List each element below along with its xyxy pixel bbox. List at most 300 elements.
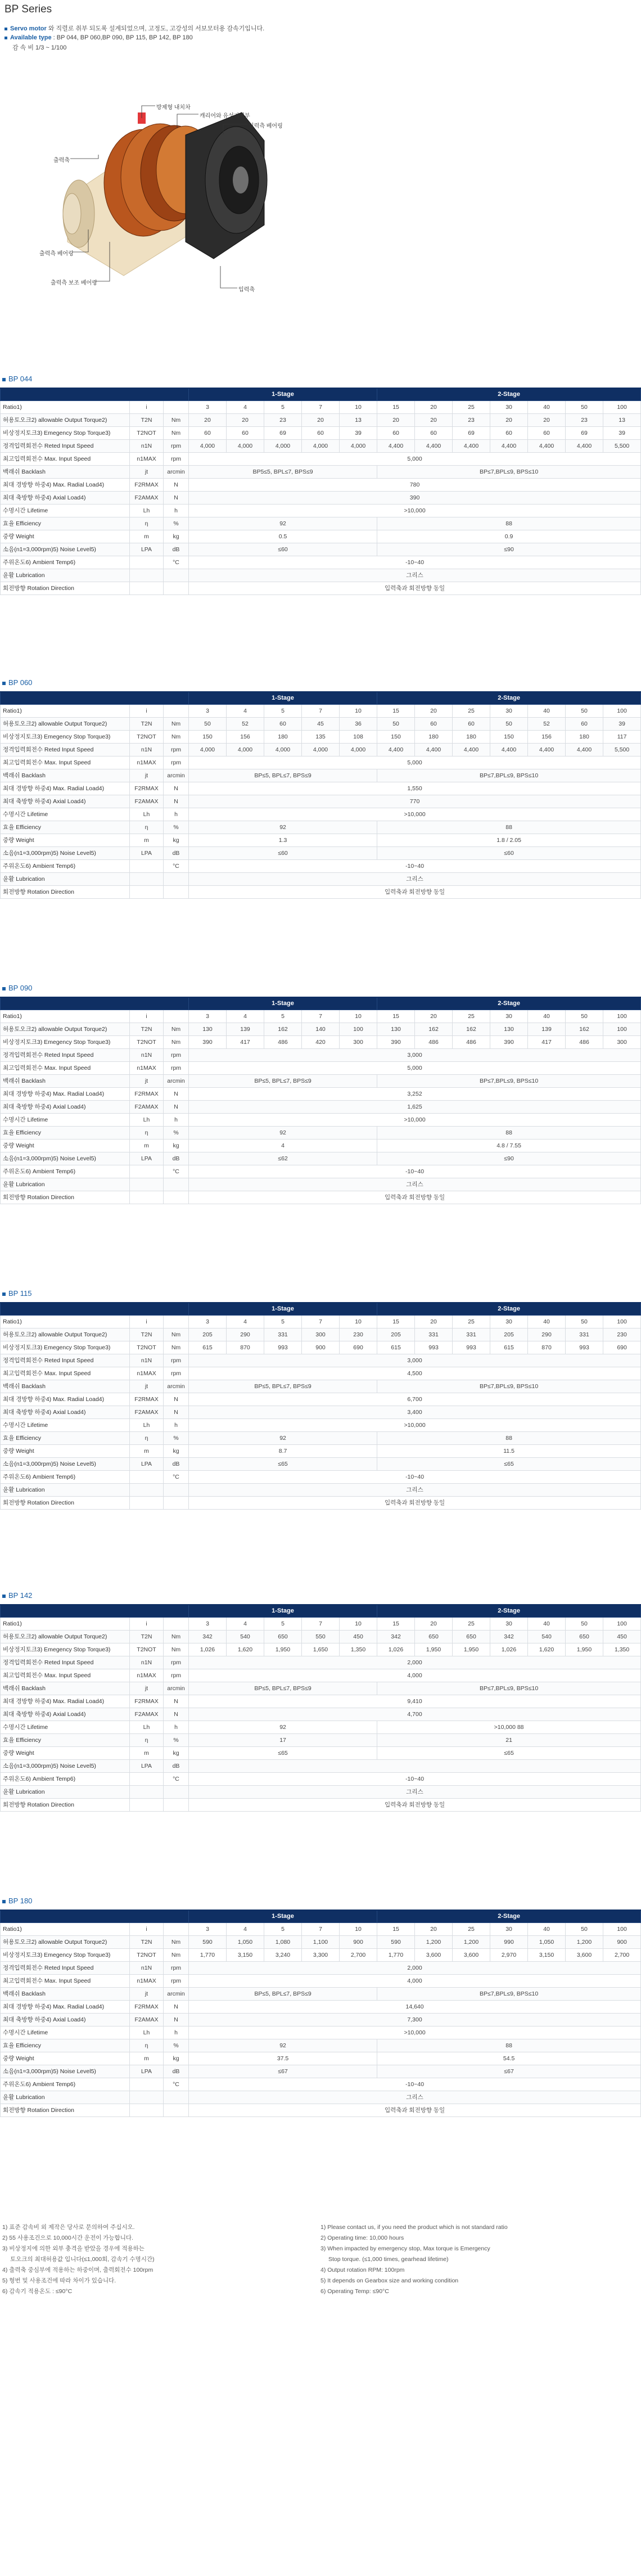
table-cell: 3,240	[264, 1948, 302, 1961]
header-blank	[1, 997, 189, 1010]
row-symbol: n1N	[130, 1354, 164, 1367]
footnote: 2) Operating time: 10,000 hours	[320, 2235, 404, 2241]
spec-sections	[0, 374, 641, 2217]
table-row	[1, 1126, 641, 1139]
table-cell-span: -10~40	[189, 1772, 641, 1785]
table-cell: 1,950	[453, 1643, 490, 1656]
table-cell-span: 3,000	[189, 1354, 641, 1367]
row-unit	[164, 704, 189, 717]
table-cell: 331	[453, 1328, 490, 1341]
row-unit: %	[164, 1126, 189, 1139]
table-cell: 2,970	[490, 1948, 528, 1961]
row-label: Ratio1)	[1, 1315, 130, 1328]
table-cell: 20	[415, 413, 453, 426]
table-cell-stage2: >10,000 88	[377, 1721, 641, 1733]
row-symbol: n1N	[130, 1961, 164, 1974]
table-row	[1, 1948, 641, 1961]
row-symbol	[130, 1496, 164, 1509]
table-row	[1, 2039, 641, 2052]
row-unit	[164, 569, 189, 582]
table-cell: 23	[566, 413, 603, 426]
row-symbol: m	[130, 834, 164, 846]
table-cell-span: -10~40	[189, 1470, 641, 1483]
table-cell: 300	[302, 1328, 340, 1341]
row-label: 수명시간 Lifetime	[1, 1418, 130, 1431]
row-unit: dB	[164, 543, 189, 556]
section-title	[2, 1591, 641, 1601]
row-unit: N	[164, 1393, 189, 1406]
row-symbol: F2AMAX	[130, 491, 164, 504]
table-cell: 100	[603, 1922, 641, 1935]
spec-section	[0, 1591, 641, 1896]
table-cell: 300	[603, 1035, 641, 1048]
table-cell: 15	[377, 1315, 415, 1328]
row-unit: °C	[164, 1165, 189, 1178]
table-cell: 3,300	[302, 1948, 340, 1961]
table-cell: 30	[490, 704, 528, 717]
footnote: 1) 표준 감속비 외 제작은 당사로 문의하여 주십시오.	[2, 2224, 135, 2231]
table-cell-stage2: 88	[377, 517, 641, 530]
header-stage1: 1-Stage	[189, 997, 377, 1010]
row-unit: Nm	[164, 1328, 189, 1341]
table-cell: 3,150	[227, 1948, 264, 1961]
footnote: 6) Operating Temp: ≤90°C	[320, 2288, 389, 2295]
table-cell: 7	[302, 400, 340, 413]
table-cell: 50	[490, 717, 528, 730]
table-cell-span: 9,410	[189, 1695, 641, 1708]
table-row	[1, 2104, 641, 2116]
table-cell-stage1: 92	[189, 1126, 377, 1139]
table-cell-stage1: 17	[189, 1733, 377, 1746]
table-cell: 39	[603, 717, 641, 730]
table-cell: 1,950	[566, 1643, 603, 1656]
table-cell: 10	[340, 1315, 377, 1328]
table-cell: 130	[189, 1023, 227, 1035]
row-label: 허용토오크2) allowable Output Torque2)	[1, 717, 130, 730]
table-row	[1, 1165, 641, 1178]
table-cell: 25	[453, 1617, 490, 1630]
table-cell: 7	[302, 704, 340, 717]
table-cell: 342	[189, 1630, 227, 1643]
table-cell: 20	[189, 413, 227, 426]
bullet-icon	[2, 682, 6, 685]
table-cell: 4,000	[302, 743, 340, 756]
table-cell: 25	[453, 1010, 490, 1023]
footnote: 토오크의 최대허용값 입니다(≤1,000회, 감속기 수명시간)	[10, 2256, 155, 2263]
table-cell: 205	[490, 1328, 528, 1341]
table-cell: 4	[227, 1922, 264, 1935]
spec-table	[0, 388, 641, 595]
table-cell: 1,350	[340, 1643, 377, 1656]
row-unit: kg	[164, 530, 189, 543]
intro-type	[4, 34, 637, 41]
table-row	[1, 2013, 641, 2026]
table-cell: 486	[415, 1035, 453, 1048]
spec-section	[0, 374, 641, 678]
header-stage1: 1-Stage	[189, 1605, 377, 1617]
row-unit: rpm	[164, 452, 189, 465]
table-cell: 1,050	[227, 1935, 264, 1948]
row-label: 주위온도6) Ambient Temp6)	[1, 556, 130, 569]
table-row	[1, 1759, 641, 1772]
table-cell: 3,150	[528, 1948, 566, 1961]
row-unit: dB	[164, 846, 189, 859]
table-cell-stage1: 1.3	[189, 834, 377, 846]
table-cell: 3,600	[415, 1948, 453, 1961]
row-unit: kg	[164, 1139, 189, 1152]
table-cell: 13	[603, 413, 641, 426]
row-unit: arcmin	[164, 1074, 189, 1087]
table-cell: 60	[227, 426, 264, 439]
row-symbol: n1MAX	[130, 1367, 164, 1380]
table-cell: 550	[302, 1630, 340, 1643]
row-label: Ratio1)	[1, 1010, 130, 1023]
table-row	[1, 491, 641, 504]
spec-section	[0, 1896, 641, 2217]
row-label: 백래쉬 Backlash	[1, 1074, 130, 1087]
table-cell: 1,770	[377, 1948, 415, 1961]
row-label: 효율 Efficiency	[1, 2039, 130, 2052]
header-stage1: 1-Stage	[189, 692, 377, 704]
table-cell: 40	[528, 400, 566, 413]
section-title	[2, 1896, 641, 1906]
row-label: 비상정지토크3) Emegency Stop Torque3)	[1, 730, 130, 743]
table-cell: 1,770	[189, 1948, 227, 1961]
table-row	[1, 717, 641, 730]
row-unit: kg	[164, 1444, 189, 1457]
table-cell: 30	[490, 1315, 528, 1328]
row-symbol: T2NOT	[130, 1643, 164, 1656]
row-symbol: Lh	[130, 504, 164, 517]
row-unit	[164, 1496, 189, 1509]
row-label: 비상정지토크3) Emegency Stop Torque3)	[1, 1948, 130, 1961]
table-cell: 139	[227, 1023, 264, 1035]
table-cell-stage2: ≤90	[377, 1152, 641, 1165]
table-cell: 50	[566, 1617, 603, 1630]
table-cell: 140	[302, 1023, 340, 1035]
section-title-text: BP 115	[8, 1289, 32, 1298]
row-unit: Nm	[164, 717, 189, 730]
table-row	[1, 1733, 641, 1746]
table-cell: 417	[528, 1035, 566, 1048]
row-label: 수명시간 Lifetime	[1, 2026, 130, 2039]
table-row	[1, 1048, 641, 1061]
bullet-icon	[4, 28, 7, 30]
table-cell-span: 4,500	[189, 1367, 641, 1380]
row-unit: rpm	[164, 1656, 189, 1669]
table-row	[1, 1341, 641, 1354]
black-housing-icon	[186, 112, 267, 259]
row-symbol: n1N	[130, 439, 164, 452]
table-cell-stage2: ≤60	[377, 846, 641, 859]
row-unit: dB	[164, 1457, 189, 1470]
table-cell-span: -10~40	[189, 859, 641, 872]
table-cell-stage1: 37.5	[189, 2052, 377, 2065]
row-symbol: η	[130, 1431, 164, 1444]
header-stage1: 1-Stage	[189, 1303, 377, 1315]
table-cell: 900	[302, 1341, 340, 1354]
row-symbol: n1MAX	[130, 452, 164, 465]
table-cell: 1,620	[528, 1643, 566, 1656]
table-cell: 100	[603, 1617, 641, 1630]
table-cell-stage2: 1.8 / 2.05	[377, 834, 641, 846]
row-unit: °C	[164, 1470, 189, 1483]
table-cell: 4	[227, 1617, 264, 1630]
bullet-icon	[2, 378, 6, 381]
table-cell: 23	[264, 413, 302, 426]
row-label: 최고입력회전수 Max. Input Speed	[1, 1669, 130, 1682]
gearbox-diagram	[0, 73, 641, 374]
table-cell: 25	[453, 400, 490, 413]
row-symbol	[130, 885, 164, 898]
table-cell: 4	[227, 1315, 264, 1328]
row-unit	[164, 1483, 189, 1496]
footnote: 6) 감속기 적용온도 : ≤90°C	[2, 2288, 73, 2295]
table-cell-span: 입력축과 회전방향 동일	[189, 885, 641, 898]
row-symbol: η	[130, 517, 164, 530]
bullet-icon	[2, 987, 6, 990]
table-cell-stage2: BP≤7,BPL≤9, BPS≤10	[377, 1074, 641, 1087]
table-cell-span: 그리스	[189, 2091, 641, 2104]
section-title	[2, 678, 641, 688]
footnote: 3) 비상정지에 의한 외부 충격을 받았을 경우에 적용하는	[2, 2245, 145, 2252]
table-cell: 230	[340, 1328, 377, 1341]
row-label: 윤활 Lubrication	[1, 1785, 130, 1798]
table-cell-stage2: ≤67	[377, 2065, 641, 2078]
row-unit: h	[164, 504, 189, 517]
section-title-text: BP 142	[8, 1591, 33, 1600]
table-cell: 290	[227, 1328, 264, 1341]
row-symbol	[130, 1483, 164, 1496]
table-cell-span: 입력축과 회전방향 동일	[189, 1798, 641, 1811]
table-row	[1, 1746, 641, 1759]
table-cell-stage1: 92	[189, 821, 377, 834]
table-cell: 23	[453, 413, 490, 426]
footnote: 5) It depends on Gearbox size and working condition	[320, 2277, 459, 2284]
row-symbol: F2AMAX	[130, 795, 164, 808]
table-cell-stage2: 88	[377, 2039, 641, 2052]
table-cell-stage1: ≤60	[189, 846, 377, 859]
table-cell: 100	[603, 400, 641, 413]
table-cell-span: 그리스	[189, 1178, 641, 1191]
row-label: 주위온도6) Ambient Temp6)	[1, 859, 130, 872]
table-cell-stage2: BP≤7,BPL≤9, BPS≤10	[377, 1682, 641, 1695]
table-cell: 615	[490, 1341, 528, 1354]
table-row	[1, 1100, 641, 1113]
table-row	[1, 1152, 641, 1165]
row-unit: N	[164, 1087, 189, 1100]
table-cell: 417	[227, 1035, 264, 1048]
table-cell: 993	[566, 1341, 603, 1354]
row-unit	[164, 1178, 189, 1191]
row-symbol: Lh	[130, 2026, 164, 2039]
header-stage1: 1-Stage	[189, 1910, 377, 1922]
intro-ratio: 감 속 비 1/3 ~ 1/100	[12, 44, 67, 51]
table-row	[1, 1139, 641, 1152]
row-symbol: T2NOT	[130, 1948, 164, 1961]
row-unit: N	[164, 1100, 189, 1113]
row-symbol	[130, 582, 164, 595]
table-cell: 4,400	[528, 743, 566, 756]
table-cell-span: >10,000	[189, 808, 641, 821]
table-cell-span: 그리스	[189, 569, 641, 582]
row-symbol	[130, 1470, 164, 1483]
table-cell: 342	[490, 1630, 528, 1643]
series-title: BP Series	[4, 3, 52, 15]
table-cell-span: 4,700	[189, 1708, 641, 1721]
table-cell: 4,400	[490, 439, 528, 452]
table-row	[1, 2078, 641, 2091]
row-label: 회전방향 Rotation Direction	[1, 2104, 130, 2116]
table-cell: 205	[189, 1328, 227, 1341]
table-row	[1, 2052, 641, 2065]
row-unit: N	[164, 478, 189, 491]
row-label: 허용토오크2) allowable Output Torque2)	[1, 1023, 130, 1035]
row-symbol: Lh	[130, 808, 164, 821]
row-symbol: F2RMAX	[130, 1087, 164, 1100]
row-unit: rpm	[164, 439, 189, 452]
table-cell-span: 입력축과 회전방향 동일	[189, 1191, 641, 1204]
row-symbol	[130, 872, 164, 885]
table-cell: 4,000	[264, 743, 302, 756]
table-cell-span: >10,000	[189, 504, 641, 517]
row-unit: arcmin	[164, 465, 189, 478]
table-cell: 135	[302, 730, 340, 743]
row-symbol: T2NOT	[130, 1035, 164, 1048]
table-cell: 5,500	[603, 743, 641, 756]
row-symbol: T2NOT	[130, 730, 164, 743]
table-cell: 342	[377, 1630, 415, 1643]
header-blank	[1, 692, 189, 704]
table-cell-stage1: 8.7	[189, 1444, 377, 1457]
row-symbol: LPA	[130, 1152, 164, 1165]
table-cell: 40	[528, 1010, 566, 1023]
table-cell: 993	[415, 1341, 453, 1354]
header-blank	[1, 388, 189, 400]
row-symbol: LPA	[130, 1759, 164, 1772]
table-row	[1, 1113, 641, 1126]
row-label: 최대 축방향 하중4) Axial Load4)	[1, 1406, 130, 1418]
table-header-row	[1, 997, 641, 1010]
table-row	[1, 1708, 641, 1721]
table-cell: 1,026	[377, 1643, 415, 1656]
header-blank	[1, 1303, 189, 1315]
bullet-icon	[4, 37, 7, 39]
row-label: 최대 축방향 하중4) Axial Load4)	[1, 1708, 130, 1721]
table-cell-span: -10~40	[189, 2078, 641, 2091]
row-unit: N	[164, 2000, 189, 2013]
row-unit	[164, 885, 189, 898]
row-symbol: LPA	[130, 846, 164, 859]
header-stage1: 1-Stage	[189, 388, 377, 400]
table-cell-stage1: 92	[189, 1721, 377, 1733]
table-cell: 60	[189, 426, 227, 439]
row-label: 백래쉬 Backlash	[1, 1682, 130, 1695]
table-cell: 20	[490, 413, 528, 426]
table-header-row	[1, 1605, 641, 1617]
table-cell: 40	[528, 1922, 566, 1935]
table-cell: 5	[264, 1010, 302, 1023]
table-cell: 45	[302, 717, 340, 730]
table-cell: 180	[566, 730, 603, 743]
row-symbol: n1MAX	[130, 1669, 164, 1682]
table-header-row	[1, 388, 641, 400]
row-label: 최대 경방향 하중4) Max. Radial Load4)	[1, 782, 130, 795]
table-cell: 69	[453, 426, 490, 439]
table-row	[1, 1483, 641, 1496]
row-label: 최대 축방향 하중4) Axial Load4)	[1, 491, 130, 504]
row-symbol: jt	[130, 769, 164, 782]
row-label: 중량 Weight	[1, 1139, 130, 1152]
table-cell: 4,000	[340, 439, 377, 452]
table-cell: 1,200	[415, 1935, 453, 1948]
table-cell-span: 1,625	[189, 1100, 641, 1113]
row-symbol	[130, 1178, 164, 1191]
table-cell: 7	[302, 1010, 340, 1023]
row-symbol: Lh	[130, 1113, 164, 1126]
table-cell-span: -10~40	[189, 1165, 641, 1178]
row-label: 윤활 Lubrication	[1, 569, 130, 582]
row-unit: arcmin	[164, 1987, 189, 2000]
table-cell-stage1: ≤67	[189, 2065, 377, 2078]
table-row	[1, 1315, 641, 1328]
section-title	[2, 374, 641, 384]
row-label: 수명시간 Lifetime	[1, 504, 130, 517]
table-row	[1, 2000, 641, 2013]
table-cell-stage1: BP≤5, BPL≤7, BPS≤9	[189, 1987, 377, 2000]
table-cell: 150	[377, 730, 415, 743]
row-symbol: jt	[130, 465, 164, 478]
row-unit: N	[164, 1406, 189, 1418]
table-cell: 20	[302, 413, 340, 426]
table-cell: 50	[566, 1922, 603, 1935]
row-symbol: i	[130, 1617, 164, 1630]
row-label: 최대 축방향 하중4) Axial Load4)	[1, 795, 130, 808]
table-cell: 1,200	[566, 1935, 603, 1948]
servo-text: 와 직렬로 취부 되도록 설계되었으며, 고정도, 고강성의 서보모터용 감속기입니다.	[48, 25, 265, 32]
table-row	[1, 1695, 641, 1708]
row-label: 수명시간 Lifetime	[1, 808, 130, 821]
table-cell: 50	[566, 1315, 603, 1328]
table-cell-stage1: BP5≤5, BPL≤7, BPS≤9	[189, 465, 377, 478]
row-label: 회전방향 Rotation Direction	[1, 582, 130, 595]
row-label: 중량 Weight	[1, 1746, 130, 1759]
row-label: 회전방향 Rotation Direction	[1, 885, 130, 898]
table-cell-span: 2,000	[189, 1961, 641, 1974]
row-label: 최고입력회전수 Max. Input Speed	[1, 756, 130, 769]
row-unit: Nm	[164, 1935, 189, 1948]
table-cell: 180	[453, 730, 490, 743]
table-row	[1, 439, 641, 452]
table-cell: 331	[415, 1328, 453, 1341]
table-cell: 870	[227, 1341, 264, 1354]
row-label: 중량 Weight	[1, 834, 130, 846]
section-title	[2, 1289, 641, 1299]
table-row	[1, 2091, 641, 2104]
table-row	[1, 1010, 641, 1023]
table-cell-stage1: ≤62	[189, 1152, 377, 1165]
table-cell-span: 3,252	[189, 1087, 641, 1100]
table-cell: 990	[490, 1935, 528, 1948]
row-label: 윤활 Lubrication	[1, 1483, 130, 1496]
table-row	[1, 452, 641, 465]
table-row	[1, 1772, 641, 1785]
table-row	[1, 782, 641, 795]
row-symbol: η	[130, 1733, 164, 1746]
row-label: 최대 경방향 하중4) Max. Radial Load4)	[1, 1393, 130, 1406]
table-cell: 40	[528, 1617, 566, 1630]
table-cell-stage1: BP≤5, BPL≤7, BPS≤9	[189, 1380, 377, 1393]
